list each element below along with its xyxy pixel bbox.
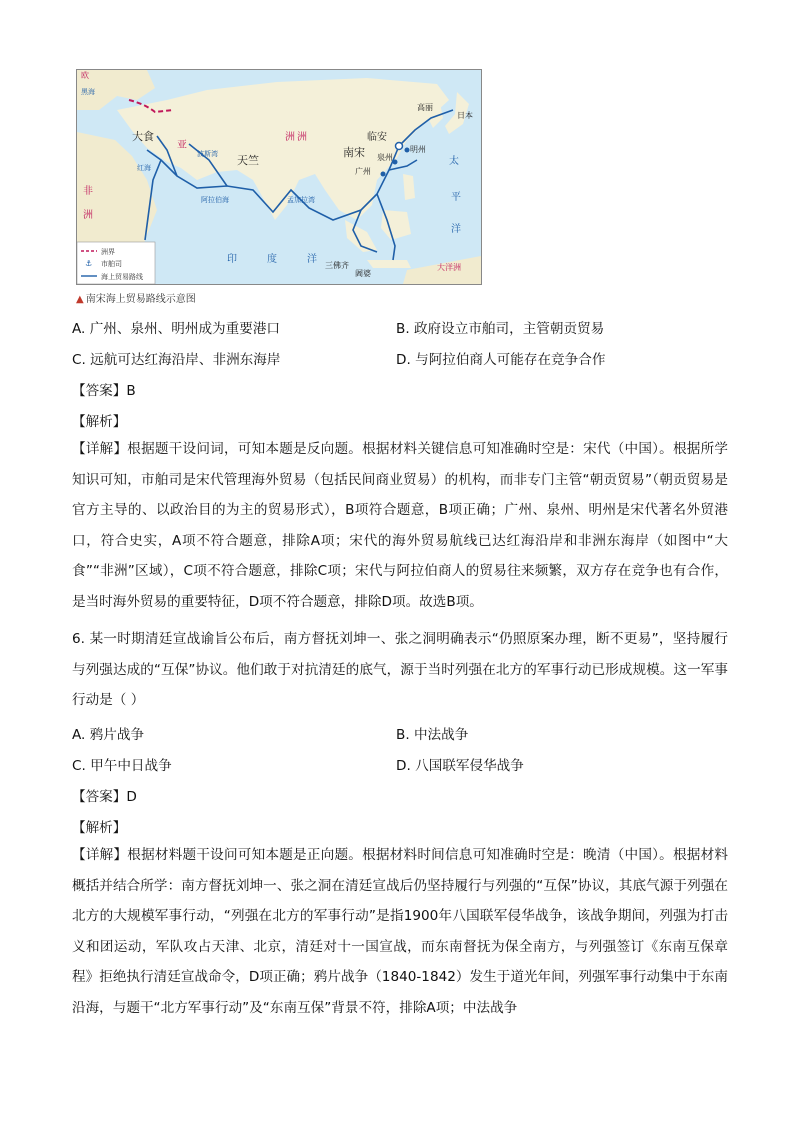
q6-detail: 【详解】根据材料题干设问可知本题是正向题。根据材料时间信息可知准确时空是：晚清（中国）。根据材料概括并结合所学：南方督抚刘坤一、张之洞在清廷宣战后仍坚持履行与列强的“互保”协议，其底气源于列强在北方的大规模军事行动，“列强在北方的军事行动”是指1900年八国联军侵华战争，该战争期间，列强为打击义和团运动，军队攻占天津、北京，清廷对十一国宣战，而东南督抚为保全南方，与列强签订《东南互保章程》拒绝执行清廷宣战命令，D项正确；鸦片战争（1840-1842）发生于道光年间，列强军事行动集中于东南沿海，与题干“北方军事行动”及“东南互保”背景不符，排除A项；中法战争 xyxy=(72,847,728,1016)
q6-option-b: B. 中法战争 xyxy=(396,727,469,743)
q5-answer: 【答案】B xyxy=(72,383,136,399)
q6-option-a: A. 鸦片战争 xyxy=(72,727,145,743)
label-fei: 非 xyxy=(83,186,93,197)
map-caption xyxy=(76,290,196,305)
label-heihai: 黑海 xyxy=(81,88,95,96)
legend-boundary-label: 洲界 xyxy=(101,248,115,256)
q5-option-d: D. 与阿拉伯商人可能存在竞争合作 xyxy=(396,352,606,368)
label-ou: 欧 xyxy=(81,71,89,80)
label-dashi: 大食 xyxy=(132,130,154,143)
map-svg xyxy=(77,70,481,284)
legend-route-label: 海上贸易路线 xyxy=(101,273,143,281)
linan-marker xyxy=(396,143,403,150)
label-sanfoqi: 三佛齐 xyxy=(325,261,349,270)
label-du: 度 xyxy=(267,254,277,265)
label-mingzhou: 明州 xyxy=(410,145,426,154)
q6-option-c: C. 甲午中日战争 xyxy=(72,758,172,774)
label-riben: 日本 xyxy=(457,111,473,120)
triangle-icon: ▲ xyxy=(76,294,84,305)
label-mengjiala: 孟加拉湾 xyxy=(287,196,315,204)
label-nansong: 南宋 xyxy=(343,146,365,159)
guangzhou-marker xyxy=(381,172,386,177)
label-linan: 临安 xyxy=(367,132,387,143)
label-zhou3: 洲 xyxy=(83,210,93,221)
q5-option-b: B. 政府设立市舶司，主管朝贡贸易 xyxy=(396,321,605,337)
label-ping: 平 xyxy=(451,192,461,203)
label-yang2: 洋 xyxy=(307,254,317,265)
label-hongai: 红海 xyxy=(137,164,151,172)
q6-option-d: D. 八国联军侵华战争 xyxy=(396,758,524,774)
q6-stem: 6. 某一时期清廷宣战谕旨公布后，南方督抚刘坤一、张之洞明确表示“仍照原案办理，断不更易”，坚持履行与列强达成的“互保”协议。他们敢于对抗清廷的底气，源于当时列强在北方的军事行动已形成规模。这一军事行动是（ ） xyxy=(72,631,728,708)
label-yang: 洋 xyxy=(451,224,461,235)
q6-answer: 【答案】D xyxy=(72,789,137,805)
label-zhou2: 洲 xyxy=(285,132,295,143)
java-land xyxy=(367,260,411,268)
label-zhou1: 洲 xyxy=(297,132,307,143)
map-legend xyxy=(77,242,155,284)
map-caption-text: 南宋海上贸易路线示意图 xyxy=(85,294,196,305)
label-shepo: 阇婆 xyxy=(355,269,371,278)
label-quanzhou: 泉州 xyxy=(377,153,393,162)
q5-analysis-label: 【解析】 xyxy=(72,414,127,430)
label-alabo: 阿拉伯海 xyxy=(201,196,229,204)
anchor-icon: ⚓ xyxy=(85,259,93,268)
label-tianzhu: 天竺 xyxy=(237,154,259,167)
label-gaoli: 高丽 xyxy=(417,103,433,112)
mingzhou-marker xyxy=(405,148,410,153)
q5-detail: 【详解】根据题干设问词，可知本题是反向题。根据材料关键信息可知准确时空是：宋代（中国）。根据所学知识可知，市舶司是宋代管理海外贸易（包括民间商业贸易）的机构，而非专门主管“朝贡贸易”（朝贡贸易是官方主导的、以政治目的为主的贸易形式），B项符合题意，B项正确；广州、泉州、明州是宋代著名外贸港口，符合史实，A项不符合题意，排除A项；宋代的海外贸易航线已达红海沿岸和非洲东海岸（如图中“大食”“非洲”区域），C项不符合题意，排除C项；宋代与阿拉伯商人的贸易往来频繁，双方存在竞争也有合作，是当时海外贸易的重要特征，D项不符合题意，排除D项。故选B项。 xyxy=(72,441,728,610)
label-yin: 印 xyxy=(227,254,237,265)
label-bosiwan: 波斯湾 xyxy=(197,150,218,158)
label-guangzhou: 广州 xyxy=(355,167,371,176)
trade-route-map xyxy=(76,69,482,285)
q5-option-c: C. 远航可达红海沿岸、非洲东海岸 xyxy=(72,352,281,368)
label-ya: 亚 xyxy=(177,140,187,151)
legend-shibosi-label: 市舶司 xyxy=(101,260,122,268)
label-dayangzhou: 大洋洲 xyxy=(437,263,461,272)
q5-option-a: A. 广州、泉州、明州成为重要港口 xyxy=(72,321,281,337)
q6-analysis-label: 【解析】 xyxy=(72,820,127,836)
quanzhou-marker xyxy=(393,160,398,165)
label-tai: 太 xyxy=(449,156,459,167)
